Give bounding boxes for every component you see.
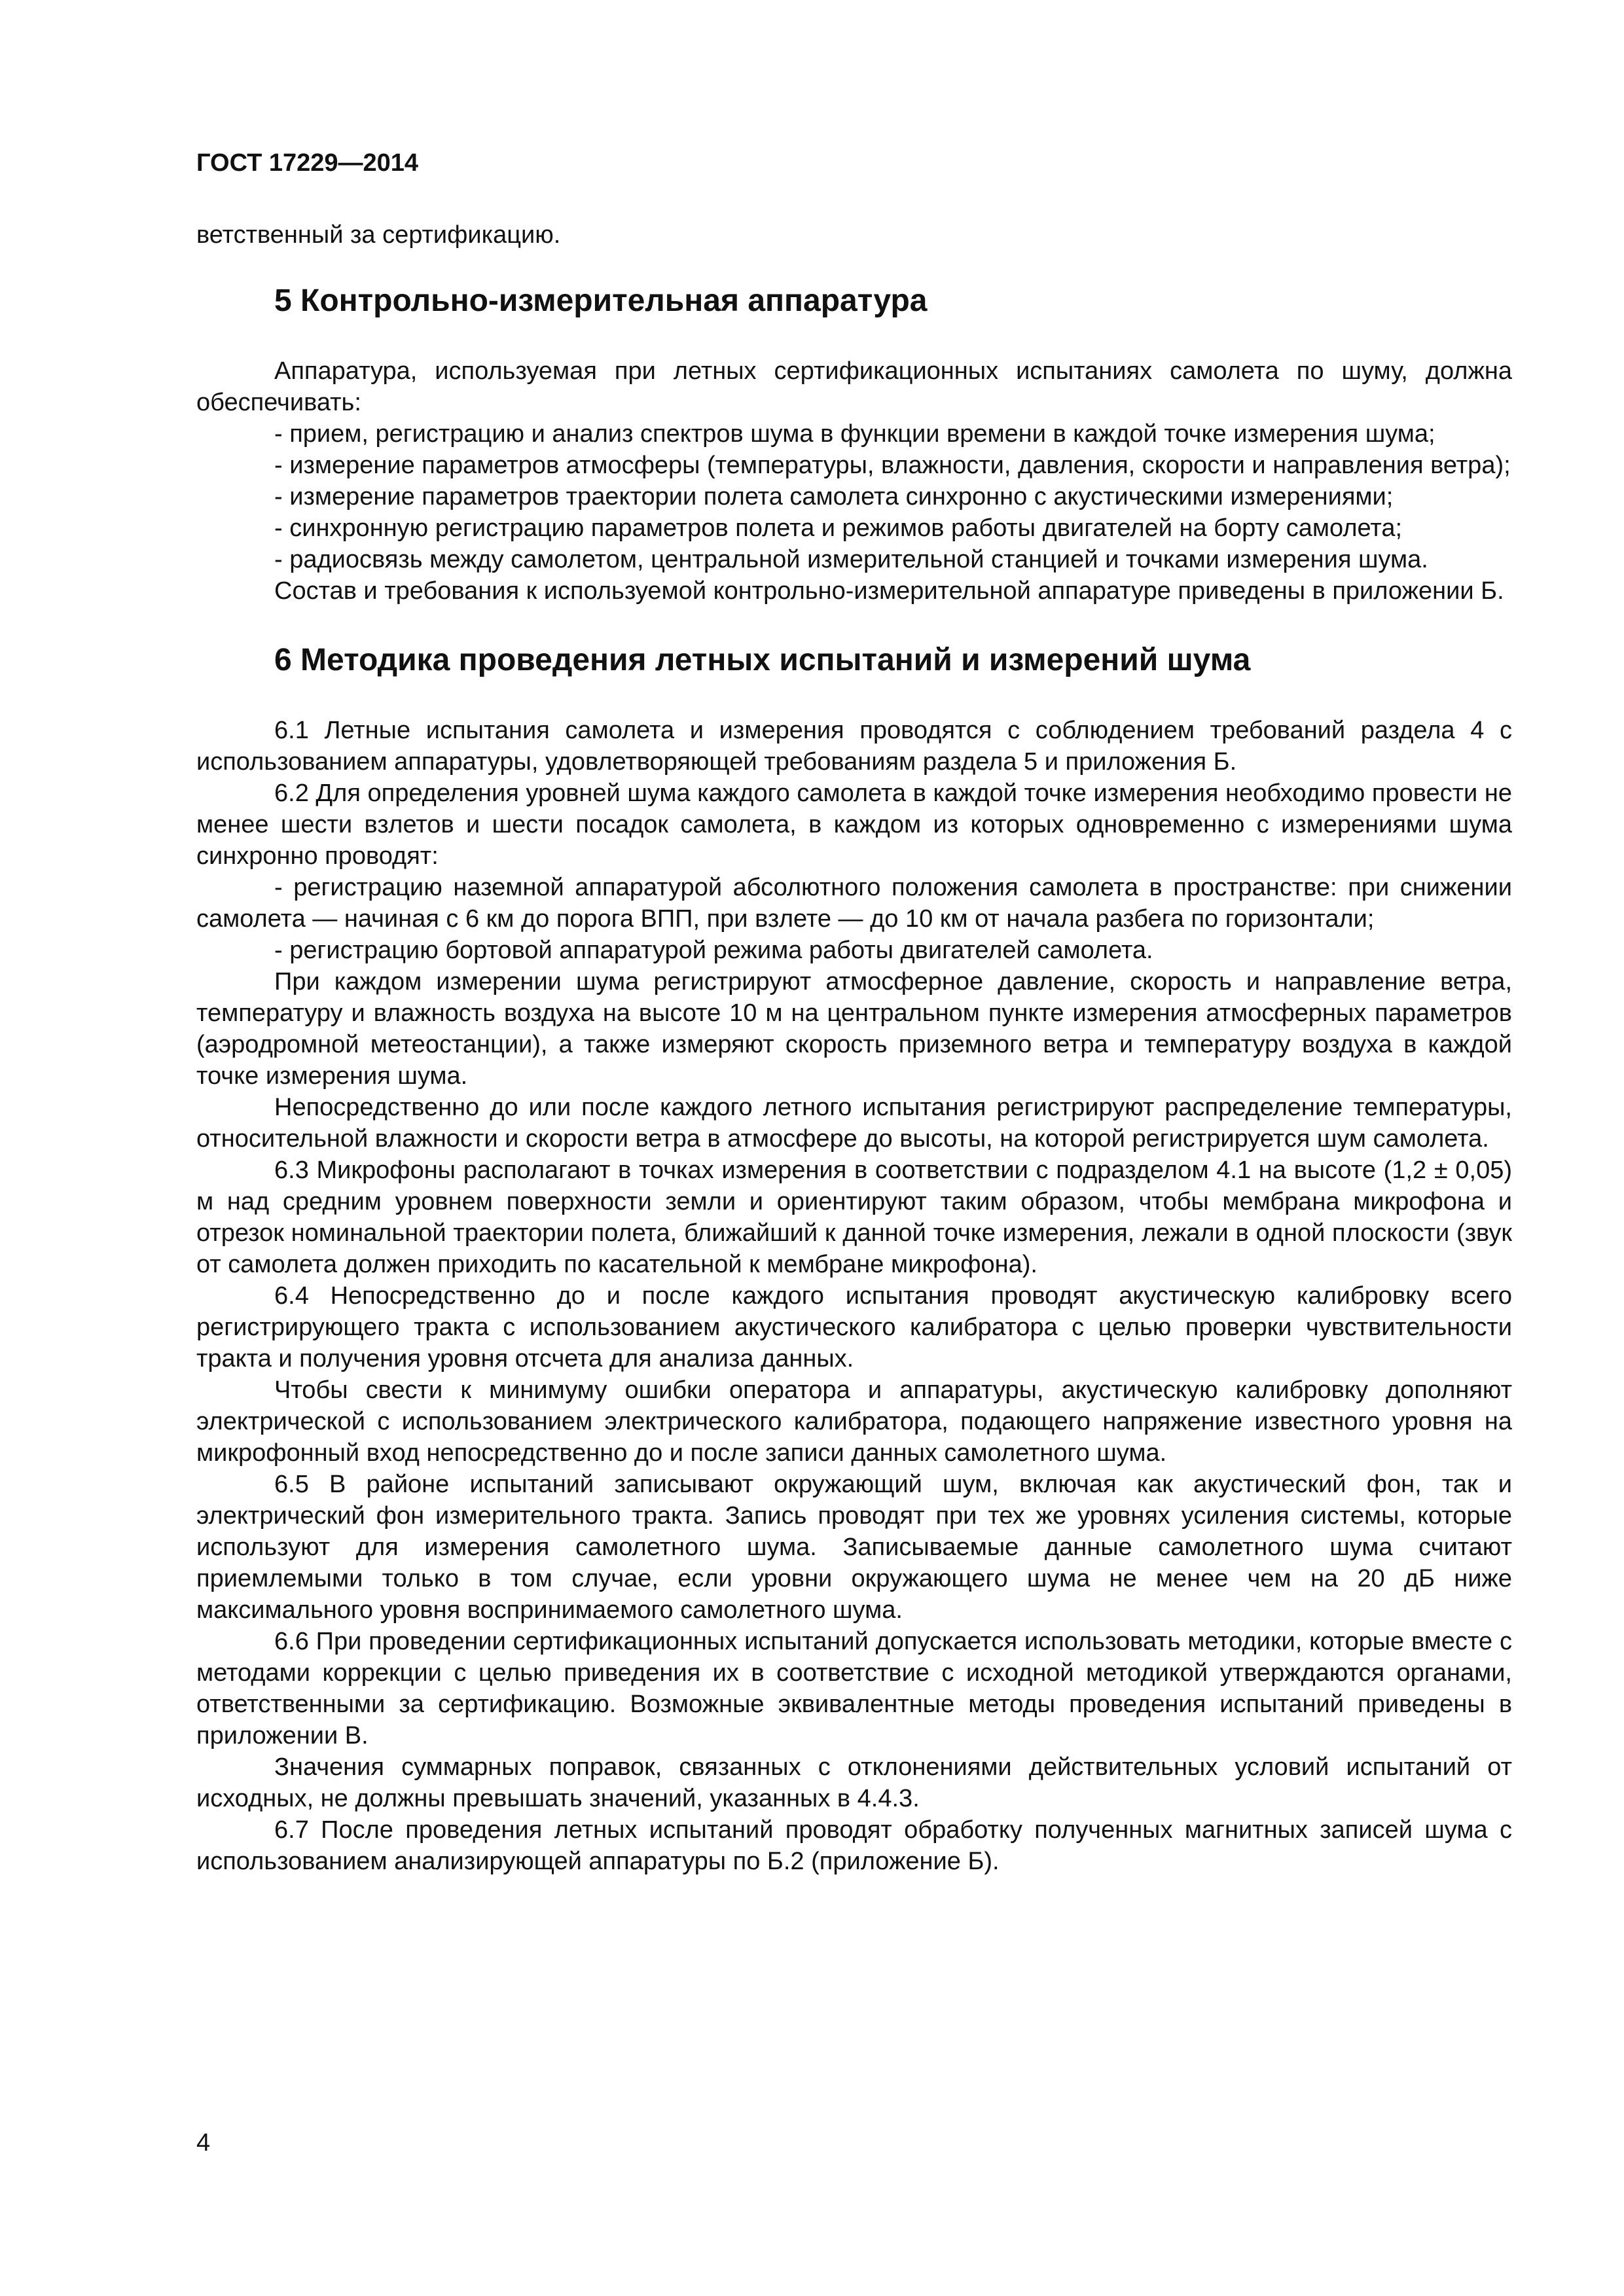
section-6-heading: 6 Методика проведения летных испытаний и измерений шума xyxy=(274,643,1251,677)
section-6-body xyxy=(196,715,1512,1877)
section-5-list-item: - прием, регистрацию и анализ спектров шума в функции времени в каждой точке измерения шума; xyxy=(274,420,1435,448)
section-6-paragraph: Непосредственно до или после каждого летного испытания регистрируют распределение температуры, относительной влажности и скорости ветра в атмосфере до высоты, на которой регистрируется шум самолета. xyxy=(196,1094,1512,1153)
section-5-paragraph: Состав и требования к используемой контрольно-измерительной аппаратуре приведены в приложении Б. xyxy=(274,577,1504,605)
section-6-paragraph: Чтобы свести к минимуму ошибки оператора и аппаратуры, акустическую калибровку дополняют электрической с использованием электрического калибратора, подающего напряжение известного уровня на микрофонный вход непосредственно до и после записи данных самолетного шума. xyxy=(196,1376,1512,1467)
section-6-list-item: - регистрацию бортовой аппаратурой режима работы двигателей самолета. xyxy=(274,937,1153,964)
section-6-list-item: - регистрацию наземной аппаратурой абсолютного положения самолета в пространстве: при снижении самолета — начиная с 6 км до порога ВПП, при взлете — до 10 км от начала разбега по горизонтали; xyxy=(196,874,1512,933)
section-5-paragraph: Аппаратура, используемая при летных сертификационных испытаниях самолета по шуму, должна обеспечивать: xyxy=(196,357,1512,416)
section-6-paragraph: 6.2 Для определения уровней шума каждого самолета в каждой точке измерения необходимо провести не менее шести взлетов и шести посадок самолета, в каждом из которых одновременно с измерениями шума синхронно проводят: xyxy=(196,780,1512,870)
section-6-paragraph: 6.1 Летные испытания самолета и измерения проводятся с соблюдением требований раздела 4 с использованием аппаратуры, удовлетворяющей требованиям раздела 5 и приложения Б. xyxy=(196,717,1512,776)
section-5-list-item: - синхронную регистрацию параметров полета и режимов работы двигателей на борту самолета; xyxy=(274,514,1403,542)
page-number: 4 xyxy=(196,2129,211,2157)
section-6-paragraph: 6.4 Непосредственно до и после каждого испытания проводят акустическую калибровку всего регистрирующего тракта с использованием акустического калибратора с целью проверки чувствительности тракта и получения уровня отсчета для анализа данных. xyxy=(196,1282,1512,1372)
section-5-heading: 5 Контрольно-измерительная аппаратура xyxy=(274,283,928,318)
continuation-text: ветственный за сертификацию. xyxy=(196,221,561,249)
section-6-paragraph: При каждом измерении шума регистрируют атмосферное давление, скорость и направление ветра, температуру и влажность воздуха на высоте 10 м на центральном пункте измерения атмосферных параметров (аэродромной метеостанции), а также измеряют скорость приземного ветра и температуру воздуха в каждой точке измерения шума. xyxy=(196,968,1512,1090)
section-6-paragraph: 6.7 После проведения летных испытаний проводят обработку полученных магнитных записей шума с использованием анализирующей аппаратуры по Б.2 (приложение Б). xyxy=(196,1816,1512,1875)
section-6-paragraph: 6.5 В районе испытаний записывают окружающий шум, включая как акустический фон, так и электрический фон измерительного тракта. Запись проводят при тех же уровнях усиления системы, которые используют для измерения самолетного шума. Записываемые данные самолетного шума считают приемлемыми только в том случае, если уровни окружающего шума не менее чем на 20 дБ ниже максимального уровня воспринимаемого самолетного шума. xyxy=(196,1471,1512,1624)
section-5-list-item: - измерение параметров атмосферы (температуры, влажности, давления, скорости и направления ветра); xyxy=(274,452,1511,479)
section-5-list-item: - радиосвязь между самолетом, центральной измерительной станцией и точками измерения шума. xyxy=(274,546,1428,573)
section-6-paragraph: 6.3 Микрофоны располагают в точках измерения в соответствии с подразделом 4.1 на высоте (1,2 ± 0,05) м над средним уровнем поверхности земли и ориентируют таким образом, чтобы мембрана микрофона и отрезок номинальной траектории полета, ближайший к данной точке измерения, лежали в одной плоскости (звук от самолета должен приходить по касательной к мембране микрофона). xyxy=(196,1157,1512,1278)
document-code-header: ГОСТ 17229—2014 xyxy=(196,149,419,177)
section-6-paragraph: 6.6 При проведении сертификационных испытаний допускается использовать методики, которые вместе с методами коррекции с целью приведения их в соответствие с исходной методикой утверждаются органами, ответственными за сертификацию. Возможные эквивалентные методы проведения испытаний приведены в приложении В. xyxy=(196,1628,1512,1749)
section-6-paragraph: Значения суммарных поправок, связанных с отклонениями действительных условий испытаний от исходных, не должны превышать значений, указанных в 4.4.3. xyxy=(196,1753,1512,1812)
section-5-body xyxy=(196,355,1512,607)
document-page xyxy=(196,147,1512,1877)
section-5-list-item: - измерение параметров траектории полета самолета синхронно с акустическими измерениями; xyxy=(274,483,1394,511)
